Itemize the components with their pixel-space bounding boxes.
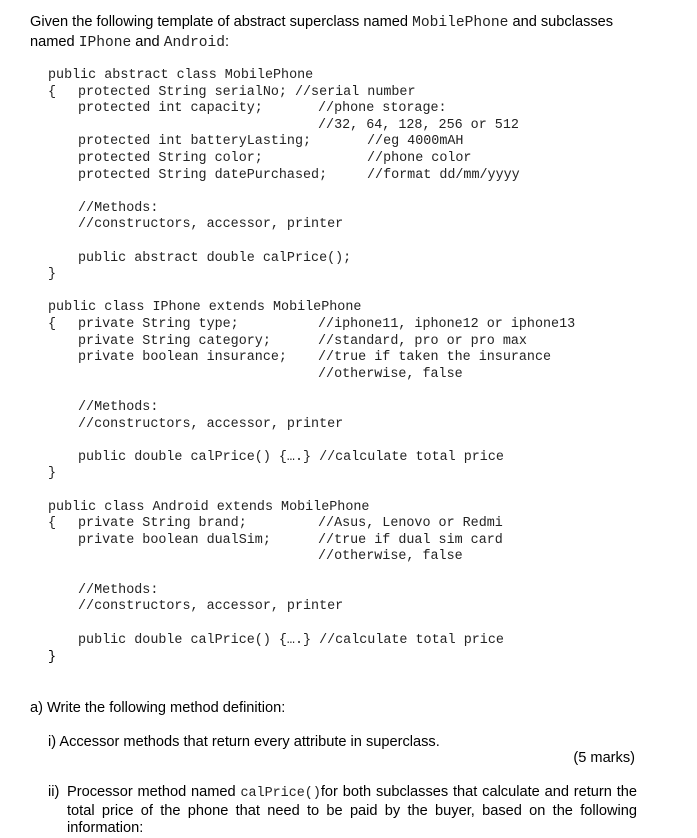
abstract-method: public abstract double calPrice(); [78, 251, 352, 266]
field-color: protected String color; [78, 151, 263, 166]
intro-text: : [225, 34, 230, 50]
comment-capacity: //phone storage: [318, 101, 447, 116]
comment-type: //iphone11, iphone12 or iphone13 [318, 317, 576, 332]
class-header: public class Android extends MobilePhone [48, 500, 370, 515]
field-batterylasting: protected int batteryLasting; [78, 134, 312, 149]
field-brand: private String brand; [78, 516, 247, 531]
field-insurance: private boolean insurance; [78, 350, 287, 365]
question-ii-label: ii) [48, 784, 60, 800]
comment-insurance: //true if taken the insurance [318, 350, 552, 365]
intro-text: named [30, 34, 79, 50]
close-brace: } [48, 267, 57, 282]
intro-text: Given the following template of abstract superclass named [30, 14, 413, 30]
comment-battery: //eg 4000mAH [367, 134, 464, 149]
field-type: private String type; [78, 317, 239, 332]
comment-date: //format dd/mm/yyyy [367, 168, 520, 183]
subclass-name-iphone: IPhone [78, 35, 132, 51]
field-category: private String category; [78, 334, 271, 349]
question-i: i) Accessor methods that return every attribute in superclass. [48, 734, 440, 750]
open-brace: { [48, 317, 57, 332]
comment-category: //standard, pro or pro max [318, 334, 527, 349]
methods-comment: //Methods: [78, 201, 159, 216]
subclass-name-android: Android [163, 35, 226, 51]
comment-color: //phone color [367, 151, 472, 166]
comment-brand: //Asus, Lenovo or Redmi [318, 516, 503, 531]
intro-text: and subclasses [508, 14, 614, 30]
field-capacity: protected int capacity; [78, 101, 263, 116]
open-brace: { [48, 516, 57, 531]
methods-comment: //Methods: [78, 583, 159, 598]
question-ii-text: Processor method named [67, 784, 241, 800]
comment-capacity-values: //32, 64, 128, 256 or 512 [318, 118, 519, 133]
methods-list-comment: //constructors, accessor, printer [78, 599, 344, 614]
methods-list-comment: //constructors, accessor, printer [78, 417, 344, 432]
open-brace: { [48, 85, 57, 100]
comment-dualsim: //true if dual sim card [318, 533, 503, 548]
field-datepurchased: protected String datePurchased; [78, 168, 328, 183]
superclass-name: MobilePhone [412, 15, 509, 31]
comment-insurance-otherwise: //otherwise, false [318, 367, 463, 382]
comment-dualsim-otherwise: //otherwise, false [318, 549, 463, 564]
field-serialno: protected String serialNo; //serial number [78, 85, 416, 100]
question-ii-text: for both subclasses that calculate and return the total price of the phone that need to be paid by the buyer, based on the following information: [67, 784, 638, 836]
calprice-method: public double calPrice() {….} //calculate total price [78, 450, 504, 465]
question-a: a) Write the following method definition: [30, 700, 286, 716]
methods-list-comment: //constructors, accessor, printer [78, 217, 344, 232]
class-header: public abstract class MobilePhone [48, 68, 314, 83]
calprice-method: public double calPrice() {….} //calculate total price [78, 633, 504, 648]
field-dualsim: private boolean dualSim; [78, 533, 271, 548]
calprice-inline: calPrice() [240, 786, 321, 801]
marks-i: (5 marks) [573, 750, 635, 766]
methods-comment: //Methods: [78, 400, 159, 415]
close-brace: } [48, 650, 57, 665]
close-brace: } [48, 466, 57, 481]
intro-text: and [131, 34, 164, 50]
question-ii [67, 784, 637, 838]
class-header: public class IPhone extends MobilePhone [48, 300, 362, 315]
